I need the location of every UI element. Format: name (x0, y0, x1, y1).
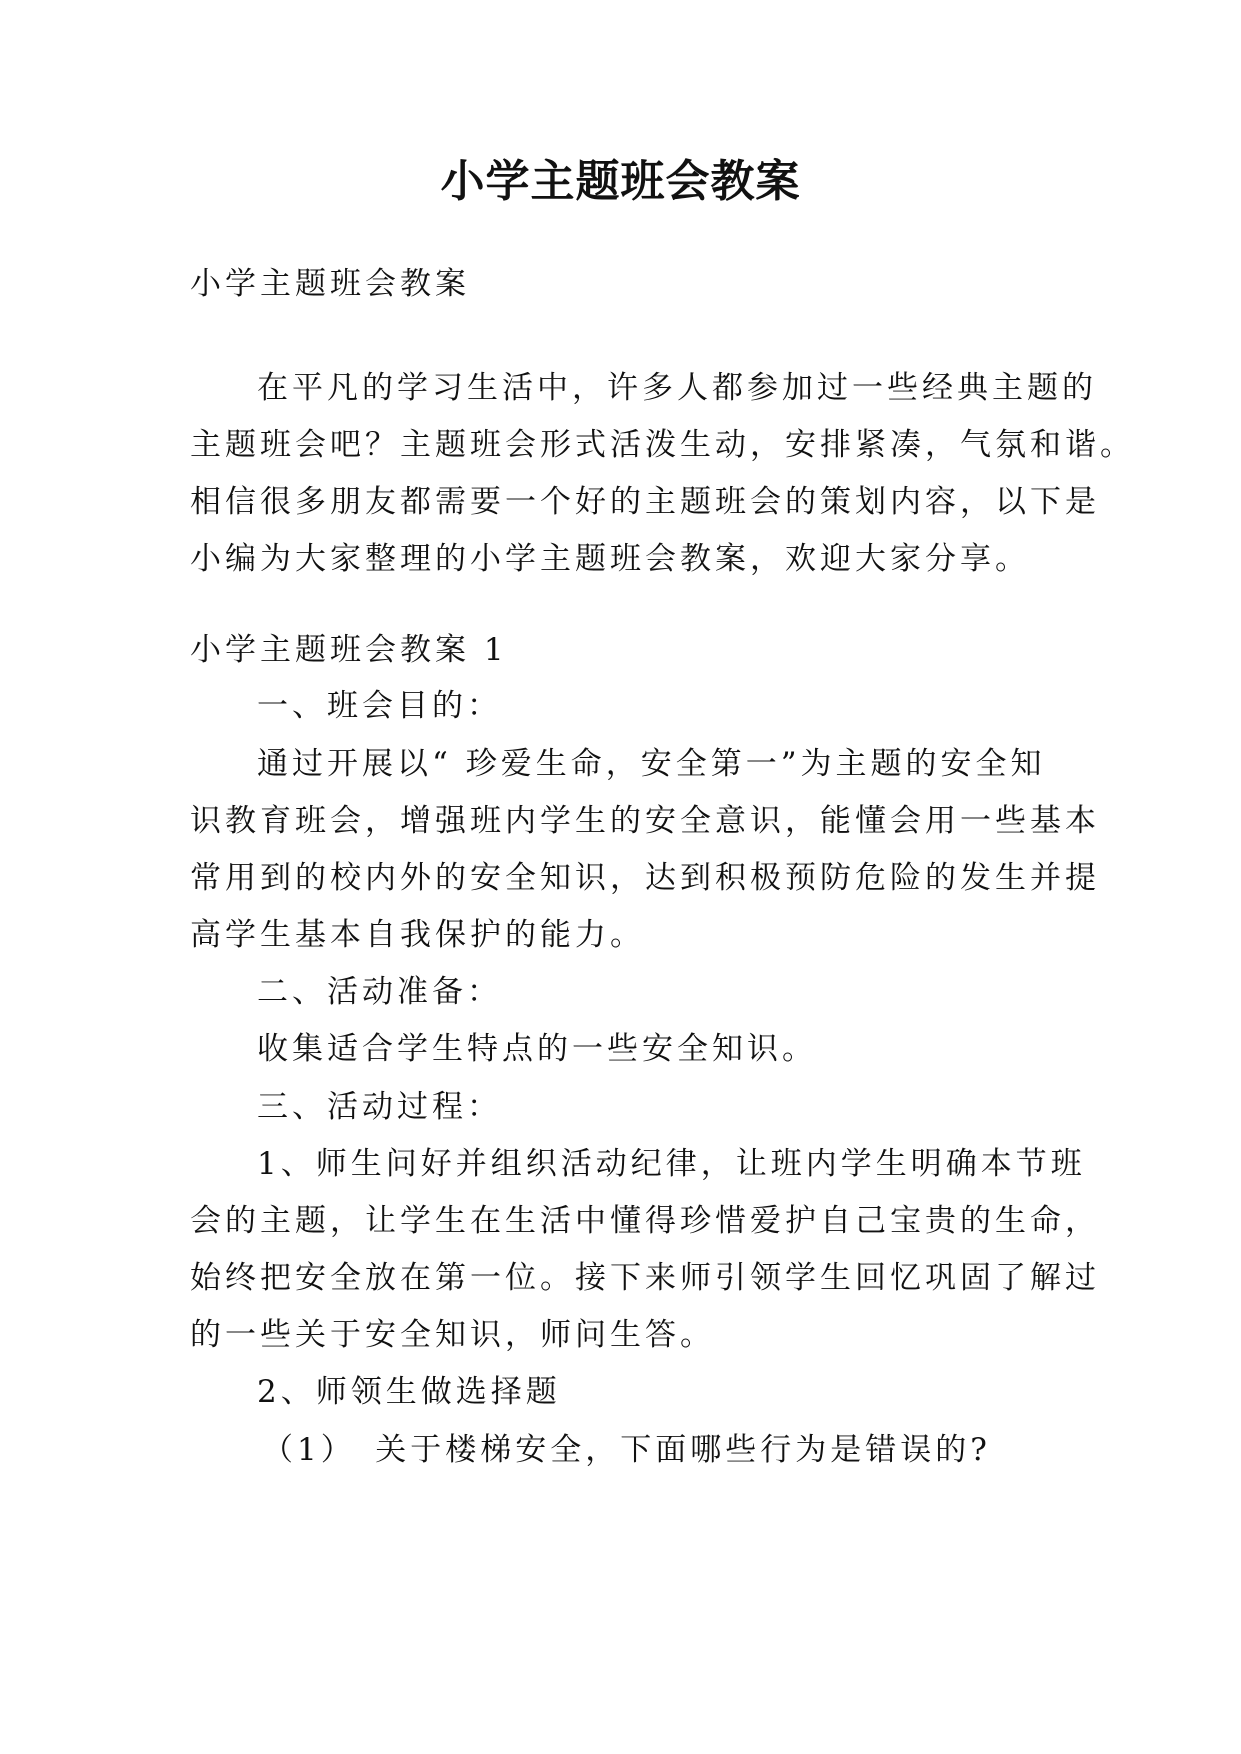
goal-line-3: 常用到的校内外的安全知识，达到积极预防危险的发生并提 (190, 860, 1100, 896)
prep-heading: 二、活动准备： (257, 974, 502, 1010)
step1-line-2: 会的主题，让学生在生活中懂得珍惜爱护自己宝贵的生命， (190, 1203, 1100, 1239)
goal-heading: 一、班会目的： (257, 688, 502, 724)
intro-line-3: 相信很多朋友都需要一个好的主题班会的策划内容，以下是 (190, 484, 1100, 520)
question-1: （1） 关于楼梯安全，下面哪些行为是错误的? (262, 1432, 991, 1468)
process-heading: 三、活动过程： (257, 1089, 502, 1125)
step1-line-3: 始终把安全放在第一位。接下来师引领学生回忆巩固了解过 (190, 1260, 1100, 1296)
prep-text: 收集适合学生特点的一些安全知识。 (257, 1031, 817, 1067)
step1-line-4: 的一些关于安全知识，师问生答。 (190, 1317, 715, 1353)
goal-line-1: 通过开展以“ 珍爱生命，安全第一”为主题的安全知 (257, 746, 1046, 782)
intro-line-4: 小编为大家整理的小学主题班会教案，欢迎大家分享。 (190, 541, 1030, 577)
step1-line-1: 1、师生问好并组织活动纪律，让班内学生明确本节班 (257, 1146, 1086, 1182)
goal-line-4: 高学生基本自我保护的能力。 (190, 917, 645, 953)
section-heading: 小学主题班会教案 1 (190, 632, 508, 668)
intro-line-1: 在平凡的学习生活中，许多人都参加过一些经典主题的 (257, 370, 1097, 406)
document-subtitle: 小学主题班会教案 (190, 266, 470, 302)
intro-line-2: 主题班会吧？主题班会形式活泼生动，安排紧凑，气氛和谐。 (190, 427, 1135, 463)
goal-line-2: 识教育班会，增强班内学生的安全意识，能懂会用一些基本 (190, 803, 1100, 839)
step2-heading: 2、师领生做选择题 (257, 1374, 561, 1410)
document-title: 小学主题班会教案 (440, 156, 801, 207)
